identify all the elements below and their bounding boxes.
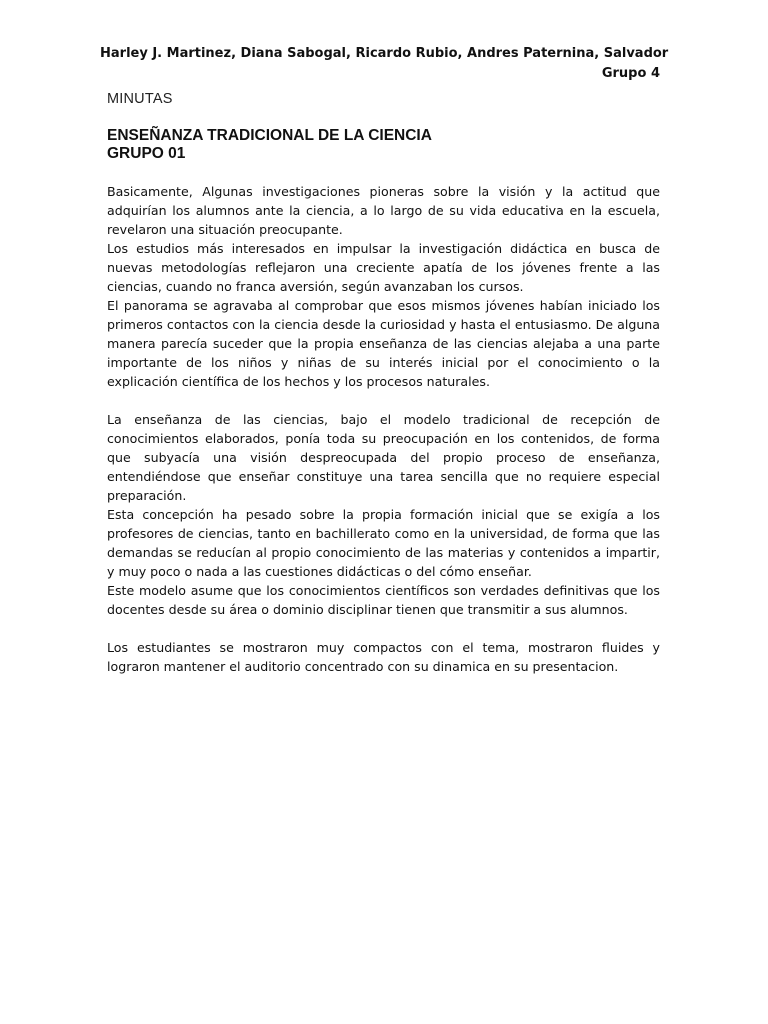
paragraph: Los estudiantes se mostraron muy compactos con el tema, mostraron fluides y lograron mantener el auditorio concentrado con su dinamica en su presentacion.: [107, 640, 660, 674]
paragraph: Basicamente, Algunas investigaciones pioneras sobre la visión y la actitud que adquirían los alumnos ante la ciencia, a lo largo de su vida educativa en la escuela, revelaron una situación preocupante.: [107, 184, 660, 237]
paragraph-block-3: [107, 638, 660, 676]
paragraph-block-1: [107, 182, 660, 391]
paragraph: Los estudios más interesados en impulsar la investigación didáctica en busca de nuevas metodologías reflejaron una creciente apatía de los jóvenes frente a las ciencias, cuando no franca aversión, según avanzaban los cursos.: [107, 241, 660, 294]
document-label: MINUTAS: [107, 91, 173, 107]
header-group: Grupo 4: [601, 66, 660, 81]
paragraph-block-2: [107, 410, 660, 619]
title-line-1: ENSEÑANZA TRADICIONAL DE LA CIENCIA: [107, 127, 432, 144]
paragraph: Este modelo asume que los conocimientos científicos son verdades definitivas que los docentes desde su área o dominio disciplinar tienen que transmitir a sus alumnos.: [107, 583, 660, 617]
document-title: [107, 127, 432, 163]
document-body: [107, 182, 660, 676]
paragraph: Esta concepción ha pesado sobre la propia formación inicial que se exigía a los profesores de ciencias, tanto en bachillerato como en la universidad, de forma que las demandas se reducían al propio conocimiento de las materias y contenidos a impartir, y muy poco o nada a las cuestiones didácticas o del cómo enseñar.: [107, 507, 660, 579]
page-header: [100, 44, 669, 84]
header-authors: Harley J. Martinez, Diana Sabogal, Ricardo Rubio, Andres Paternina, Salvador: [100, 46, 669, 61]
paragraph: La enseñanza de las ciencias, bajo el modelo tradicional de recepción de conocimientos elaborados, ponía toda su preocupación en los contenidos, de forma que subyacía una visión despreocupada del propio proceso de enseñanza, entendiéndose que enseñar constituye una tarea sencilla que no requiere especial preparación.: [107, 412, 660, 503]
title-line-2: GRUPO 01: [107, 145, 186, 162]
paragraph: El panorama se agravaba al comprobar que esos mismos jóvenes habían iniciado los primeros contactos con la ciencia desde la curiosidad y hasta el entusiasmo. De alguna manera parecía suceder que la propia enseñanza de las ciencias alejaba a una parte importante de los niños y niñas de su interés inicial por el conocimiento o la explicación científica de los hechos y los procesos naturales.: [107, 298, 660, 389]
